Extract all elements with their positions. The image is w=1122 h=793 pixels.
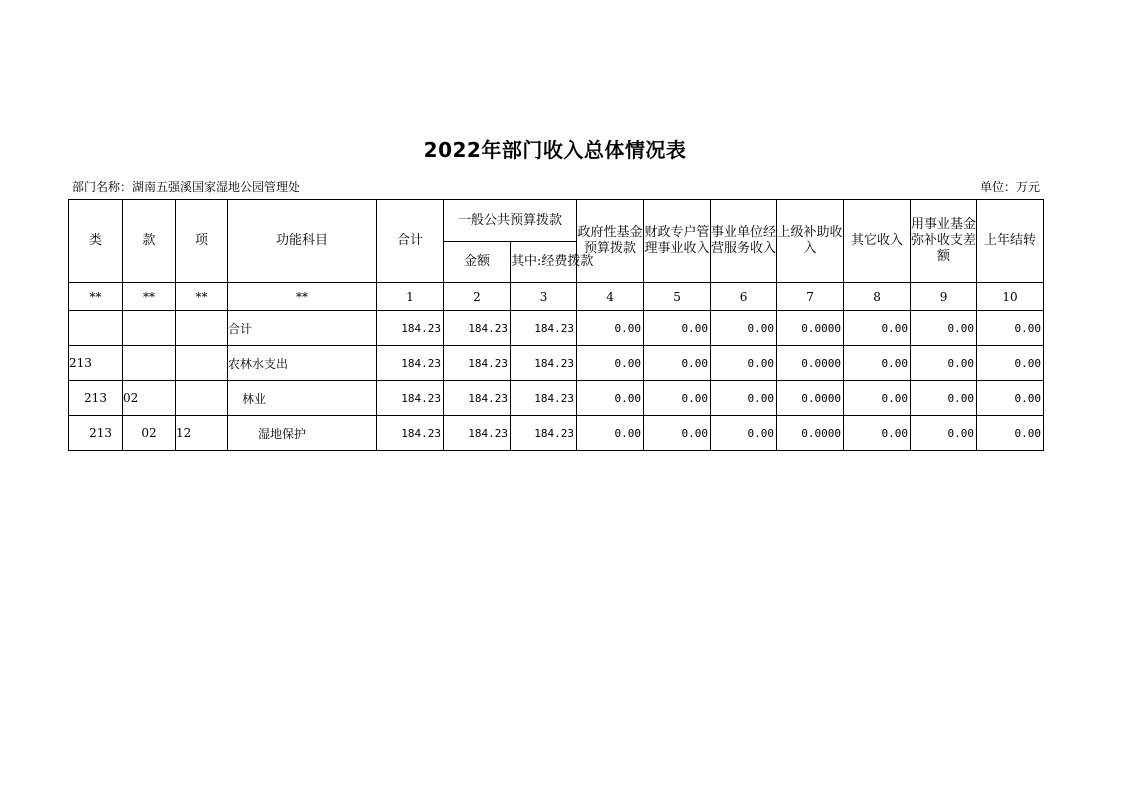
cell-upper-subsidy: 0.0000 xyxy=(777,346,844,381)
income-table xyxy=(68,199,1044,451)
cell-fund-balance: 0.00 xyxy=(911,381,977,416)
cell-total: 184.23 xyxy=(377,416,444,451)
index-cell: 3 xyxy=(511,283,577,311)
cell-total: 184.23 xyxy=(377,381,444,416)
cell-lei: 213 xyxy=(69,346,123,381)
header-fund-balance: 用事业基金弥补收支差额 xyxy=(911,200,977,283)
cell-business-service: 0.00 xyxy=(711,311,777,346)
cell-upper-subsidy: 0.0000 xyxy=(777,416,844,451)
cell-amount: 184.23 xyxy=(444,416,511,451)
cell-business-service: 0.00 xyxy=(711,346,777,381)
cell-xiang xyxy=(176,311,228,346)
index-cell: 7 xyxy=(777,283,844,311)
header-upper-subsidy: 上级补助收入 xyxy=(777,200,844,283)
cell-other-income: 0.00 xyxy=(844,381,911,416)
index-cell: 8 xyxy=(844,283,911,311)
index-cell: 6 xyxy=(711,283,777,311)
table-row xyxy=(69,346,1044,381)
cell-of-which: 184.23 xyxy=(511,346,577,381)
cell-kuan: 02 xyxy=(123,416,176,451)
index-cell: ** xyxy=(176,283,228,311)
cell-lei: 213 xyxy=(69,416,123,451)
cell-subject: 林业 xyxy=(228,381,377,416)
cell-xiang xyxy=(176,381,228,416)
cell-of-which: 184.23 xyxy=(511,311,577,346)
table-row xyxy=(69,381,1044,416)
table-row xyxy=(69,416,1044,451)
header-kuan: 款 xyxy=(123,200,176,283)
cell-lei: 213 xyxy=(69,381,123,416)
header-of-which: 其中:经费拨款 xyxy=(511,242,577,283)
header-subject: 功能科目 xyxy=(228,200,377,283)
cell-of-which: 184.23 xyxy=(511,416,577,451)
cell-amount: 184.23 xyxy=(444,311,511,346)
cell-xiang xyxy=(176,346,228,381)
header-special-fin: 财政专户管理事业收入 xyxy=(644,200,711,283)
cell-last-year: 0.00 xyxy=(977,381,1044,416)
cell-last-year: 0.00 xyxy=(977,346,1044,381)
cell-gov-fund: 0.00 xyxy=(577,381,644,416)
index-row xyxy=(69,283,1044,311)
header-total: 合计 xyxy=(377,200,444,283)
cell-upper-subsidy: 0.0000 xyxy=(777,381,844,416)
cell-amount: 184.23 xyxy=(444,381,511,416)
department-label: 部门名称：湖南五强溪国家湿地公园管理处 xyxy=(72,180,301,194)
page-title: 2022年部门收入总体情况表 xyxy=(423,138,687,162)
cell-gov-fund: 0.00 xyxy=(577,311,644,346)
cell-special-fin: 0.00 xyxy=(644,346,711,381)
header-amount: 金额 xyxy=(444,242,511,283)
index-cell: 2 xyxy=(444,283,511,311)
cell-kuan xyxy=(123,346,176,381)
cell-business-service: 0.00 xyxy=(711,381,777,416)
cell-fund-balance: 0.00 xyxy=(911,311,977,346)
cell-business-service: 0.00 xyxy=(711,416,777,451)
cell-subject: 农林水支出 xyxy=(228,346,377,381)
table-row-total xyxy=(69,311,1044,346)
cell-amount: 184.23 xyxy=(444,346,511,381)
cell-xiang: 12 xyxy=(176,416,228,451)
cell-total: 184.23 xyxy=(377,311,444,346)
index-cell: 10 xyxy=(977,283,1044,311)
cell-last-year: 0.00 xyxy=(977,311,1044,346)
cell-upper-subsidy: 0.0000 xyxy=(777,311,844,346)
cell-gov-fund: 0.00 xyxy=(577,416,644,451)
header-last-year: 上年结转 xyxy=(977,200,1044,283)
index-cell: 9 xyxy=(911,283,977,311)
index-cell: 4 xyxy=(577,283,644,311)
cell-special-fin: 0.00 xyxy=(644,311,711,346)
index-cell: ** xyxy=(69,283,123,311)
cell-fund-balance: 0.00 xyxy=(911,416,977,451)
unit-label: 单位：万元 xyxy=(979,180,1040,194)
header-xiang: 项 xyxy=(176,200,228,283)
index-cell: ** xyxy=(123,283,176,311)
cell-special-fin: 0.00 xyxy=(644,416,711,451)
header-gov-fund: 政府性基金预算拨款 xyxy=(577,200,644,283)
header-general-budget: 一般公共预算拨款 xyxy=(444,200,577,242)
cell-other-income: 0.00 xyxy=(844,311,911,346)
cell-kuan xyxy=(123,311,176,346)
header-lei: 类 xyxy=(69,200,123,283)
cell-special-fin: 0.00 xyxy=(644,381,711,416)
cell-other-income: 0.00 xyxy=(844,346,911,381)
cell-other-income: 0.00 xyxy=(844,416,911,451)
cell-total: 184.23 xyxy=(377,346,444,381)
cell-subject: 湿地保护 xyxy=(228,416,377,451)
cell-of-which: 184.23 xyxy=(511,381,577,416)
cell-gov-fund: 0.00 xyxy=(577,346,644,381)
cell-subject: 合计 xyxy=(228,311,377,346)
cell-fund-balance: 0.00 xyxy=(911,346,977,381)
index-cell: 5 xyxy=(644,283,711,311)
cell-lei xyxy=(69,311,123,346)
cell-last-year: 0.00 xyxy=(977,416,1044,451)
header-business-service: 事业单位经营服务收入 xyxy=(711,200,777,283)
header-other-income: 其它收入 xyxy=(844,200,911,283)
cell-kuan: 02 xyxy=(123,381,176,416)
index-cell: 1 xyxy=(377,283,444,311)
index-cell: ** xyxy=(228,283,377,311)
